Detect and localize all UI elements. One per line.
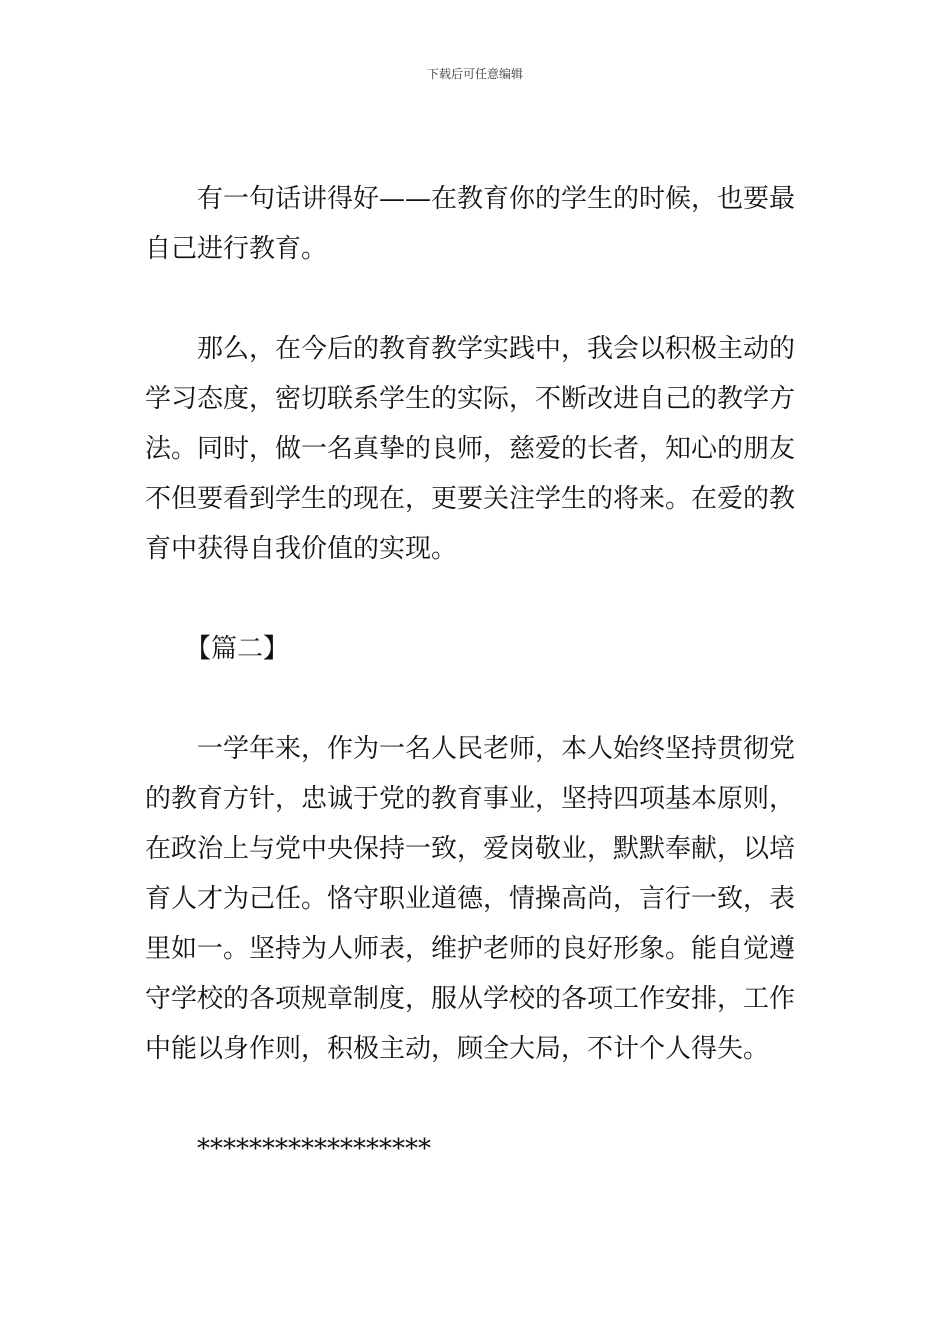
section-heading: 【篇二】: [185, 634, 290, 664]
document-body: [145, 174, 807, 1174]
paragraph-line: 守学校的各项规章制度，服从学校的各项工作安排，工作: [145, 984, 796, 1014]
paragraph-line: 在政治上与党中央保持一致，爱岗敬业，默默奉献，以培: [145, 834, 796, 864]
paragraph-line: 法。同时，做一名真挚的良师，慈爱的长者，知心的朋友: [145, 434, 796, 464]
paragraph-spacer: [145, 674, 807, 724]
asterisk-separator: ******************: [197, 1134, 431, 1164]
paragraph-line: 一学年来，作为一名人民老师，本人始终坚持贯彻党: [197, 734, 796, 764]
paragraph-1: [145, 174, 807, 274]
paragraph-line: 有一句话讲得好——在教育你的学生的时候，也要最: [197, 184, 796, 214]
paragraph-spacer: [145, 574, 807, 624]
paragraph-line: 育中获得自我价值的实现。: [145, 534, 458, 564]
paragraph-3: [145, 724, 807, 1074]
paragraph-line: 里如一。坚持为人师表，维护老师的良好形象。能自觉遵: [145, 934, 796, 964]
paragraph-spacer: [145, 274, 807, 324]
paragraph-line: 不但要看到学生的现在，更要关注学生的将来。在爱的教: [145, 484, 796, 514]
paragraph-line: 育人才为己任。恪守职业道德，情操高尚，言行一致，表: [145, 884, 796, 914]
paragraph-line: 中能以身作则，积极主动，顾全大局，不计个人得失。: [145, 1034, 770, 1064]
paragraph-line: 的教育方针，忠诚于党的教育事业，坚持四项基本原则，: [145, 784, 796, 814]
paragraph-spacer: [145, 1074, 807, 1124]
paragraph-line: 自己进行教育。: [145, 234, 328, 264]
paragraph-2: [145, 324, 807, 574]
page-header-note: 下载后可任意编辑: [426, 67, 523, 81]
paragraph-line: 学习态度，密切联系学生的实际，不断改进自己的教学方: [145, 384, 796, 414]
paragraph-line: 那么，在今后的教育教学实践中，我会以积极主动的: [197, 334, 796, 364]
